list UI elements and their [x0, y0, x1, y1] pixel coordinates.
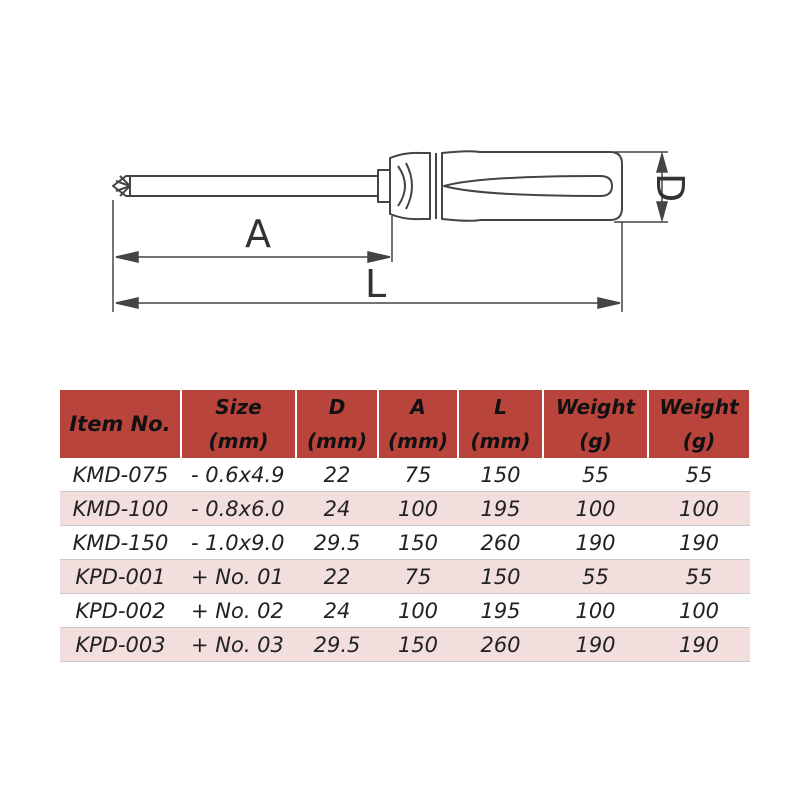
header-d: D — [296, 390, 378, 424]
cell-a: 100 — [378, 594, 458, 628]
screwdriver-shaft — [130, 176, 378, 196]
cell-d: 24 — [296, 594, 378, 628]
cell-weight-1: 55 — [543, 458, 648, 492]
screwdriver-drawing — [0, 0, 800, 340]
header-l: L — [458, 390, 543, 424]
table-row — [60, 458, 750, 492]
cell-l: 195 — [458, 492, 543, 526]
header-d-unit: (mm) — [296, 424, 378, 458]
cell-weight-2: 55 — [648, 458, 750, 492]
cell-weight-1: 190 — [543, 526, 648, 560]
cell-d: 22 — [296, 560, 378, 594]
cell-a: 150 — [378, 526, 458, 560]
cell-size: + No. 02 — [181, 594, 296, 628]
header-l-unit: (mm) — [458, 424, 543, 458]
cell-weight-1: 190 — [543, 628, 648, 662]
cell-d: 29.5 — [296, 526, 378, 560]
table-header-row — [60, 390, 750, 424]
header-item-no: Item No. — [60, 390, 181, 458]
header-weight-2-unit: (g) — [648, 424, 750, 458]
header-a: A — [378, 390, 458, 424]
screwdriver-ferrule — [378, 170, 390, 202]
cell-l: 150 — [458, 560, 543, 594]
cell-weight-2: 190 — [648, 526, 750, 560]
cell-weight-1: 100 — [543, 594, 648, 628]
header-weight-1: Weight — [543, 390, 648, 424]
cell-l: 260 — [458, 628, 543, 662]
cell-weight-1: 100 — [543, 492, 648, 526]
cell-weight-2: 55 — [648, 560, 750, 594]
cell-item-no: KMD-150 — [60, 526, 181, 560]
label-a: A — [245, 212, 271, 256]
table-row — [60, 526, 750, 560]
cell-a: 100 — [378, 492, 458, 526]
screwdriver-bolster — [390, 153, 430, 219]
header-weight-2: Weight — [648, 390, 750, 424]
cell-item-no: KPD-001 — [60, 560, 181, 594]
label-l: L — [365, 262, 387, 306]
header-size: Size — [181, 390, 296, 424]
cell-d: 24 — [296, 492, 378, 526]
cell-item-no: KMD-075 — [60, 458, 181, 492]
table-row — [60, 492, 750, 526]
cell-item-no: KPD-002 — [60, 594, 181, 628]
table-row — [60, 560, 750, 594]
header-weight-1-unit: (g) — [543, 424, 648, 458]
cell-a: 150 — [378, 628, 458, 662]
spec-table — [60, 390, 751, 662]
cell-l: 195 — [458, 594, 543, 628]
header-a-unit: (mm) — [378, 424, 458, 458]
cell-d: 22 — [296, 458, 378, 492]
cell-size: + No. 03 — [181, 628, 296, 662]
table-row — [60, 594, 750, 628]
cell-weight-1: 55 — [543, 560, 648, 594]
cell-item-no: KMD-100 — [60, 492, 181, 526]
cell-size: + No. 01 — [181, 560, 296, 594]
cell-l: 150 — [458, 458, 543, 492]
cell-a: 75 — [378, 458, 458, 492]
cell-size: - 1.0x9.0 — [181, 526, 296, 560]
cell-a: 75 — [378, 560, 458, 594]
cell-size: - 0.8x6.0 — [181, 492, 296, 526]
cell-weight-2: 190 — [648, 628, 750, 662]
cell-size: - 0.6x4.9 — [181, 458, 296, 492]
header-size-unit: (mm) — [181, 424, 296, 458]
label-d: D — [648, 173, 692, 203]
screwdriver-handle — [442, 151, 622, 221]
table-row — [60, 628, 750, 662]
cell-weight-2: 100 — [648, 594, 750, 628]
cell-l: 260 — [458, 526, 543, 560]
cell-d: 29.5 — [296, 628, 378, 662]
cell-weight-2: 100 — [648, 492, 750, 526]
cell-item-no: KPD-003 — [60, 628, 181, 662]
